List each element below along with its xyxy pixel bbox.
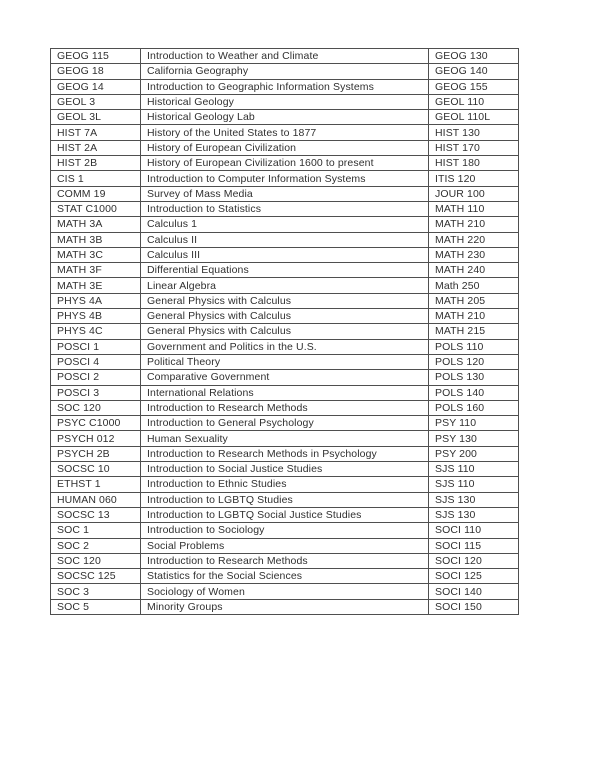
table-row [51, 385, 519, 400]
equivalent-code-cell: MATH 215 [429, 324, 519, 339]
course-code-cell: STAT C1000 [51, 201, 141, 216]
course-title-cell: Calculus II [141, 232, 429, 247]
table-row [51, 569, 519, 584]
equivalent-code-cell: MATH 210 [429, 217, 519, 232]
course-code-cell: PHYS 4B [51, 309, 141, 324]
course-code-cell: POSCI 3 [51, 385, 141, 400]
table-row [51, 263, 519, 278]
equivalent-code-cell: SJS 110 [429, 477, 519, 492]
table-row [51, 446, 519, 461]
table-row [51, 309, 519, 324]
course-code-cell: PHYS 4A [51, 293, 141, 308]
course-code-cell: HIST 7A [51, 125, 141, 140]
course-code-cell: SOC 2 [51, 538, 141, 553]
course-title-cell: Introduction to LGBTQ Studies [141, 492, 429, 507]
course-title-cell: Historical Geology Lab [141, 110, 429, 125]
table-row [51, 354, 519, 369]
course-title-cell: Minority Groups [141, 599, 429, 614]
course-code-cell: HIST 2A [51, 140, 141, 155]
course-code-cell: GEOL 3 [51, 94, 141, 109]
course-code-cell: MATH 3A [51, 217, 141, 232]
table-row [51, 431, 519, 446]
equivalent-code-cell: ITIS 120 [429, 171, 519, 186]
course-title-cell: Human Sexuality [141, 431, 429, 446]
course-title-cell: Differential Equations [141, 263, 429, 278]
equivalent-code-cell: MATH 230 [429, 247, 519, 262]
course-code-cell: SOC 1 [51, 523, 141, 538]
equivalent-code-cell: SOCI 125 [429, 569, 519, 584]
table-row [51, 584, 519, 599]
table-row [51, 110, 519, 125]
table-row [51, 400, 519, 415]
course-title-cell: Introduction to LGBTQ Social Justice Studies [141, 507, 429, 522]
course-code-cell: POSCI 2 [51, 370, 141, 385]
table-row [51, 324, 519, 339]
course-title-cell: Social Problems [141, 538, 429, 553]
course-title-cell: Statistics for the Social Sciences [141, 569, 429, 584]
course-code-cell: HUMAN 060 [51, 492, 141, 507]
table-body [51, 49, 519, 615]
equivalent-code-cell: MATH 220 [429, 232, 519, 247]
course-title-cell: International Relations [141, 385, 429, 400]
equivalent-code-cell: SJS 110 [429, 462, 519, 477]
table-row [51, 553, 519, 568]
table-row [51, 49, 519, 64]
table-row [51, 140, 519, 155]
course-title-cell: Calculus 1 [141, 217, 429, 232]
course-title-cell: Introduction to Statistics [141, 201, 429, 216]
equivalent-code-cell: GEOG 155 [429, 79, 519, 94]
table-row [51, 156, 519, 171]
course-code-cell: SOC 3 [51, 584, 141, 599]
course-code-cell: POSCI 1 [51, 339, 141, 354]
equivalent-code-cell: MATH 110 [429, 201, 519, 216]
course-code-cell: POSCI 4 [51, 354, 141, 369]
course-code-cell: ETHST 1 [51, 477, 141, 492]
table-row [51, 293, 519, 308]
course-code-cell: GEOG 115 [51, 49, 141, 64]
course-title-cell: History of European Civilization [141, 140, 429, 155]
table-row [51, 507, 519, 522]
equivalent-code-cell: PSY 110 [429, 416, 519, 431]
table-row [51, 462, 519, 477]
table-row [51, 492, 519, 507]
course-code-cell: GEOL 3L [51, 110, 141, 125]
equivalent-code-cell: SOCI 140 [429, 584, 519, 599]
course-title-cell: Introduction to Geographic Information Systems [141, 79, 429, 94]
course-code-cell: COMM 19 [51, 186, 141, 201]
course-title-cell: Calculus III [141, 247, 429, 262]
course-code-cell: PHYS 4C [51, 324, 141, 339]
course-title-cell: Introduction to Social Justice Studies [141, 462, 429, 477]
table-row [51, 125, 519, 140]
course-code-cell: SOCSC 125 [51, 569, 141, 584]
table-row [51, 339, 519, 354]
course-code-cell: SOC 120 [51, 553, 141, 568]
equivalent-code-cell: HIST 130 [429, 125, 519, 140]
course-title-cell: Survey of Mass Media [141, 186, 429, 201]
table-row [51, 79, 519, 94]
course-title-cell: Introduction to Research Methods [141, 400, 429, 415]
equivalent-code-cell: POLS 130 [429, 370, 519, 385]
course-title-cell: Introduction to General Psychology [141, 416, 429, 431]
equivalent-code-cell: POLS 140 [429, 385, 519, 400]
table-row [51, 416, 519, 431]
table-row [51, 171, 519, 186]
table-row [51, 523, 519, 538]
equivalent-code-cell: HIST 170 [429, 140, 519, 155]
equivalent-code-cell: HIST 180 [429, 156, 519, 171]
course-title-cell: Linear Algebra [141, 278, 429, 293]
course-title-cell: General Physics with Calculus [141, 309, 429, 324]
course-code-cell: GEOG 18 [51, 64, 141, 79]
course-title-cell: Introduction to Sociology [141, 523, 429, 538]
equivalent-code-cell: GEOL 110 [429, 94, 519, 109]
course-title-cell: Introduction to Weather and Climate [141, 49, 429, 64]
table-row [51, 217, 519, 232]
course-code-cell: MATH 3E [51, 278, 141, 293]
table-row [51, 94, 519, 109]
course-title-cell: General Physics with Calculus [141, 293, 429, 308]
equivalent-code-cell: POLS 110 [429, 339, 519, 354]
equivalent-code-cell: PSY 130 [429, 431, 519, 446]
equivalent-code-cell: MATH 205 [429, 293, 519, 308]
table-row [51, 247, 519, 262]
table-row [51, 186, 519, 201]
equivalent-code-cell: SOCI 115 [429, 538, 519, 553]
course-title-cell: History of the United States to 1877 [141, 125, 429, 140]
equivalent-code-cell: SJS 130 [429, 507, 519, 522]
equivalent-code-cell: GEOG 130 [429, 49, 519, 64]
course-code-cell: HIST 2B [51, 156, 141, 171]
course-equivalency-table [50, 48, 519, 615]
equivalent-code-cell: GEOL 110L [429, 110, 519, 125]
course-code-cell: GEOG 14 [51, 79, 141, 94]
equivalent-code-cell: SOCI 150 [429, 599, 519, 614]
equivalent-code-cell: JOUR 100 [429, 186, 519, 201]
table-row [51, 278, 519, 293]
course-code-cell: SOC 5 [51, 599, 141, 614]
course-title-cell: Introduction to Research Methods in Psychology [141, 446, 429, 461]
course-code-cell: MATH 3F [51, 263, 141, 278]
course-code-cell: MATH 3C [51, 247, 141, 262]
table-row [51, 538, 519, 553]
course-code-cell: SOC 120 [51, 400, 141, 415]
equivalent-code-cell: SJS 130 [429, 492, 519, 507]
table-row [51, 64, 519, 79]
table-row [51, 477, 519, 492]
course-code-cell: SOCSC 10 [51, 462, 141, 477]
table-row [51, 201, 519, 216]
equivalent-code-cell: POLS 160 [429, 400, 519, 415]
equivalent-code-cell: SOCI 110 [429, 523, 519, 538]
equivalent-code-cell: POLS 120 [429, 354, 519, 369]
course-title-cell: Government and Politics in the U.S. [141, 339, 429, 354]
course-code-cell: CIS 1 [51, 171, 141, 186]
course-title-cell: California Geography [141, 64, 429, 79]
course-title-cell: Political Theory [141, 354, 429, 369]
course-code-cell: MATH 3B [51, 232, 141, 247]
equivalent-code-cell: SOCI 120 [429, 553, 519, 568]
course-title-cell: Introduction to Ethnic Studies [141, 477, 429, 492]
course-code-cell: PSYCH 012 [51, 431, 141, 446]
equivalent-code-cell: GEOG 140 [429, 64, 519, 79]
course-code-cell: PSYC C1000 [51, 416, 141, 431]
equivalent-code-cell: Math 250 [429, 278, 519, 293]
equivalent-code-cell: MATH 210 [429, 309, 519, 324]
equivalent-code-cell: PSY 200 [429, 446, 519, 461]
course-title-cell: Historical Geology [141, 94, 429, 109]
course-code-cell: SOCSC 13 [51, 507, 141, 522]
course-title-cell: History of European Civilization 1600 to present [141, 156, 429, 171]
course-title-cell: General Physics with Calculus [141, 324, 429, 339]
course-title-cell: Introduction to Research Methods [141, 553, 429, 568]
table-row [51, 599, 519, 614]
course-title-cell: Sociology of Women [141, 584, 429, 599]
course-code-cell: PSYCH 2B [51, 446, 141, 461]
course-title-cell: Comparative Government [141, 370, 429, 385]
table-row [51, 232, 519, 247]
course-title-cell: Introduction to Computer Information Systems [141, 171, 429, 186]
table-row [51, 370, 519, 385]
equivalent-code-cell: MATH 240 [429, 263, 519, 278]
